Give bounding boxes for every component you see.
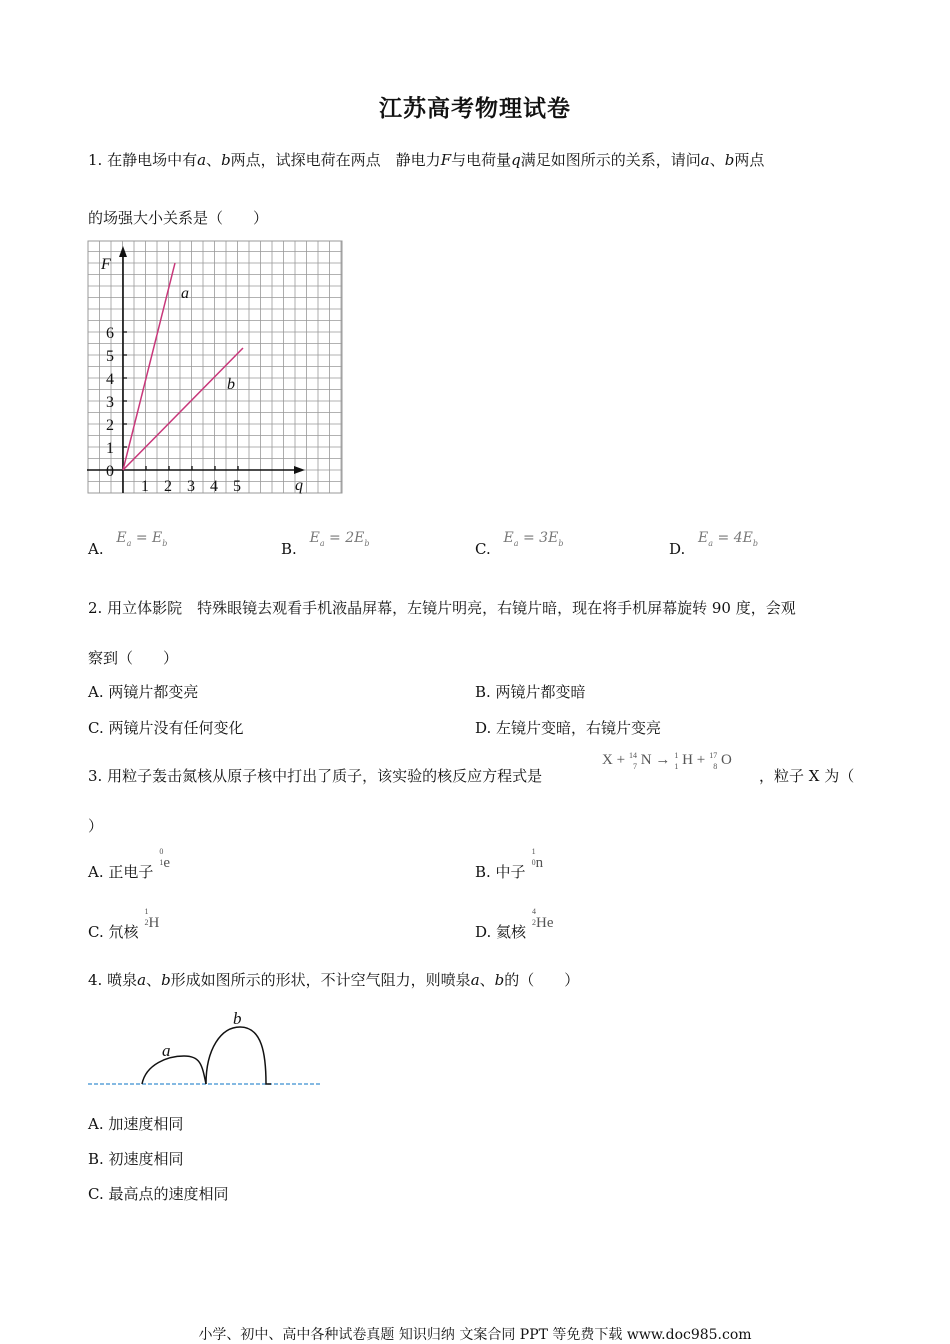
option-formula: $E_a = E_b$ bbox=[116, 530, 168, 548]
y-tick-5: 5 bbox=[106, 348, 114, 365]
q2-stem-line2: 察到（ ） bbox=[88, 649, 179, 667]
q4-text-2: 形成如图所示的形状，不计空气阻力，则喷泉 bbox=[170, 971, 471, 989]
q3-text-2: ，粒子 X 为（ bbox=[759, 767, 855, 785]
x-tick-2: 2 bbox=[164, 478, 172, 495]
nuclide-numbers: 1 2 bbox=[144, 907, 149, 927]
q1-text-2: 两点，试探电荷在两点 静电力 bbox=[230, 151, 441, 169]
option-formula: $E_a = 3E_b$ bbox=[503, 530, 564, 548]
nuclide-numbers: 1 0 bbox=[531, 847, 536, 867]
q1-text-4: 满足如图所示的关系，请问 bbox=[520, 151, 701, 169]
y-tick-3: 3 bbox=[106, 394, 114, 411]
q2-stem-line1: 2. 用立体影院 特殊眼镜去观看手机液晶屏幕，左镜片明亮，右镜片暗，现在将手机屏幕旋转 90 度，会观 bbox=[88, 599, 796, 617]
q1-option-a[interactable] bbox=[88, 527, 168, 558]
nuclide-symbol: n bbox=[535, 855, 544, 871]
y-axis-label: F bbox=[101, 256, 111, 273]
nuclide-numbers: 4 2 bbox=[532, 907, 537, 927]
q1-var-q: q bbox=[511, 151, 521, 169]
q4-var-a2: a bbox=[470, 971, 480, 989]
q1-sep: 、 bbox=[206, 151, 222, 169]
q3-equation: X + 14 7 N → 1 1 H + 17 8 O bbox=[602, 751, 732, 771]
q2-option-c[interactable]: C. 两镜片没有任何变化 bbox=[88, 719, 244, 737]
q3-option-d[interactable] bbox=[475, 907, 554, 941]
q1-option-c[interactable] bbox=[475, 527, 564, 558]
line-b-label: b bbox=[227, 376, 235, 393]
line-a-label: a bbox=[181, 285, 189, 302]
q1-var-b2: b bbox=[724, 151, 735, 169]
q3-option-b[interactable] bbox=[475, 847, 544, 881]
q1-text-5: 两点 bbox=[734, 151, 765, 169]
option-letter: C. bbox=[475, 540, 491, 558]
fountain-b-arc bbox=[206, 1027, 271, 1084]
q1-text-3: 与电荷量 bbox=[451, 151, 512, 169]
q1-option-b[interactable] bbox=[281, 527, 370, 558]
fountain-figure bbox=[86, 1004, 326, 1092]
q2-option-b[interactable]: B. 两镜片都变暗 bbox=[475, 683, 586, 701]
page-footer: 小学、初中、高中各种试卷真题 知识归纳 文案合同 PPT 等免费下载 www.doc985.com bbox=[198, 1327, 752, 1343]
q3-stem-line2: ） bbox=[88, 817, 104, 835]
option-letter: A. bbox=[88, 540, 104, 558]
q4-stem-line1 bbox=[88, 970, 579, 990]
q1-option-d[interactable] bbox=[669, 527, 758, 558]
option-text: D. 氦核 bbox=[475, 923, 527, 941]
page-title: 江苏高考物理试卷 bbox=[379, 95, 571, 122]
q4-option-c[interactable]: C. 最高点的速度相同 bbox=[88, 1185, 229, 1203]
x-tick-1: 1 bbox=[141, 478, 149, 495]
nuclide-symbol: e bbox=[163, 855, 171, 871]
q4-var-a: a bbox=[137, 971, 147, 989]
q1-var-a: a bbox=[197, 151, 207, 169]
option-letter: B. bbox=[281, 540, 297, 558]
option-letter: D. bbox=[669, 540, 686, 558]
x-tick-3: 3 bbox=[187, 478, 195, 495]
option-formula: $E_a = 2E_b$ bbox=[309, 530, 370, 548]
fountain-b-label: b bbox=[233, 1009, 242, 1028]
q2-option-a[interactable]: A. 两镜片都变亮 bbox=[88, 683, 199, 701]
q4-option-a[interactable]: A. 加速度相同 bbox=[88, 1115, 184, 1133]
x-axis-arrow bbox=[294, 466, 305, 474]
option-text: C. 氘核 bbox=[88, 923, 139, 941]
q1-var-a2: a bbox=[700, 151, 710, 169]
fountain-a-arc bbox=[142, 1056, 206, 1084]
q1-graph bbox=[87, 240, 345, 496]
q1-var-b: b bbox=[221, 151, 231, 169]
q4-text-3: 的（ ） bbox=[504, 971, 580, 989]
q4-sep: 、 bbox=[146, 971, 162, 989]
option-text: B. 中子 bbox=[475, 863, 526, 881]
q2-option-d[interactable]: D. 左镜片变暗，右镜片变亮 bbox=[475, 719, 662, 737]
nuclide-numbers: 0 1 bbox=[159, 847, 164, 867]
option-formula: $E_a = 4E_b$ bbox=[698, 530, 758, 548]
fountain-a-label: a bbox=[162, 1041, 171, 1060]
y-tick-4: 4 bbox=[106, 371, 114, 388]
nuclide-symbol: H bbox=[148, 915, 160, 931]
q3-text-1: 3. 用粒子轰击氮核从原子核中打出了质子，该实验的核反应方程式是 bbox=[88, 767, 543, 785]
q1-stem-line2: 的场强大小关系是（ ） bbox=[88, 209, 269, 227]
y-tick-6: 6 bbox=[106, 325, 114, 342]
nuclide-symbol: He bbox=[536, 915, 554, 931]
origin-label: 0 bbox=[106, 463, 114, 480]
x-axis-label: q bbox=[295, 477, 303, 494]
q1-stem-line1 bbox=[88, 150, 764, 170]
q1-var-F: F bbox=[440, 151, 452, 169]
q3-option-c[interactable] bbox=[88, 907, 160, 941]
option-text: A. 正电子 bbox=[88, 863, 154, 881]
q4-var-b: b bbox=[161, 971, 171, 989]
y-tick-2: 2 bbox=[106, 417, 114, 434]
x-tick-4: 4 bbox=[210, 478, 218, 495]
q4-option-b[interactable]: B. 初速度相同 bbox=[88, 1150, 184, 1168]
q4-text-1: 4. 喷泉 bbox=[88, 971, 138, 989]
q1-sep2: 、 bbox=[709, 151, 725, 169]
q1-text-1: 1. 在静电场中有 bbox=[88, 151, 198, 169]
q3-stem-line1 bbox=[88, 766, 542, 786]
q4-sep2: 、 bbox=[479, 971, 495, 989]
y-tick-1: 1 bbox=[106, 440, 114, 457]
x-tick-5: 5 bbox=[233, 478, 241, 495]
q3-option-a[interactable] bbox=[88, 847, 171, 881]
q4-var-b2: b bbox=[494, 971, 505, 989]
